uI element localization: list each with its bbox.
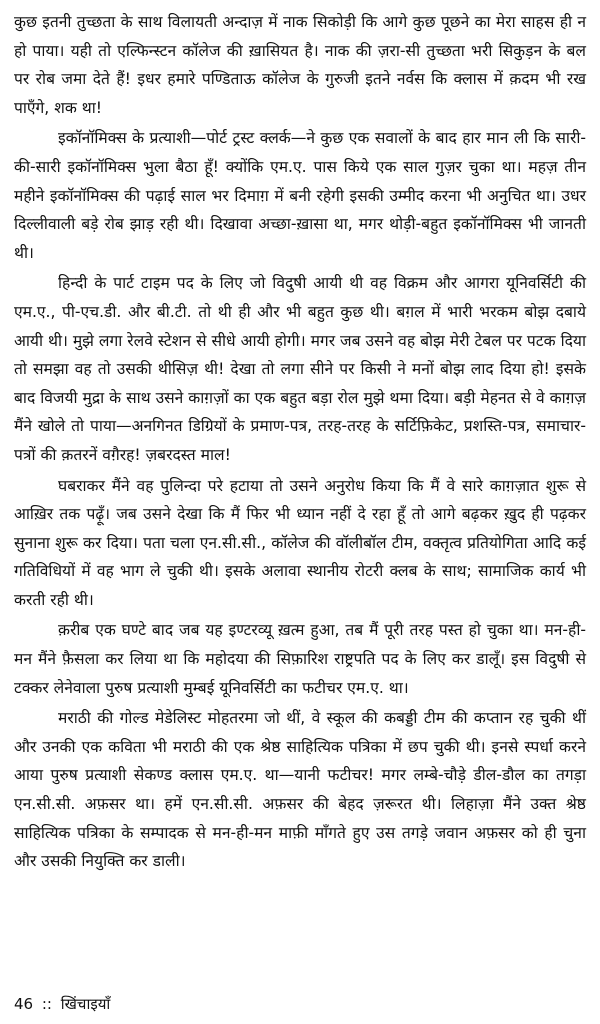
paragraph-marathi-candidate: मराठी की गोल्ड मेडेलिस्ट मोहतरमा जो थीं, वे स्कूल की कबड्डी टीम की कप्तान रह चुकी थीं और उनकी एक कविता भी मराठी की एक श्रेष्ठ साहित्यिक पत्रिका में छप चुकी थी। इनसे स्पर्धा करने आया पुरुष प्रत्याशी सेकण्ड क्लास एम.ए. था—यानी फटीचर! मगर लम्बे-चौड़े डील-डौल का तगड़ा एन.सी.सी. अफ़सर था। हमें एन.सी.सी. अफ़सर की बेहद ज़रूरत थी। लिहाज़ा मैंने उक्त श्रेष्ठ साहित्यिक पत्रिका के सम्पादक से मन-ही-मन माफ़ी माँगते हुए उस तगड़े जवान अफ़सर को ही चुना और उसकी नियुक्ति कर डाली। <box>14 709 586 871</box>
body-text <box>14 8 586 878</box>
paragraph-documents: घबराकर मैंने वह पुलिन्दा परे हटाया तो उसने अनुरोध किया कि मैं वे सारे काग़ज़ात शुरू से आख़िर तक पढ़ूँ। जब उसने देखा कि मैं फिर भी ध्यान नहीं दे रहा हूँ तो आगे बढ़कर ख़ुद ही पढ़कर सुनाना शुरू कर दिया। पता चला एन.सी.सी., कॉलेज की वॉलीबॉल टीम, वक्तृत्व प्रतियोगिता आदि कई गतिविधियों में वह भाग ले चुकी थी। इसके अलावा स्थानीय रोटरी क्लब के साथ; सामाजिक कार्य भी करती रही थी। <box>14 476 586 609</box>
paragraph-continued: कुछ इतनी तुच्छता के साथ विलायती अन्दाज़ में नाक सिकोड़ी कि आगे कुछ पूछने का मेरा साहस ही न हो पाया। यही तो एल्फिन्स्टन कॉलेज की ख़ासियत है। नाक की ज़रा-सी तुच्छता भरी सिकुड़न के बल पर रोब जमा देते हैं! इधर हमारे पण्डिताऊ कॉलेज के गुरुजी इतने नर्वस कि क्लास में क़दम भी रख पाएँगे, शक था! <box>14 13 586 117</box>
page-number: 46 <box>14 995 34 1013</box>
paragraph-economics-candidate: इकॉनॉमिक्स के प्रत्याशी—पोर्ट ट्रस्ट क्लर्क—ने कुछ एक सवालों के बाद हार मान ली कि सारी-की-सारी इकॉनॉमिक्स भुला बैठा हूँ! क्योंकि एम.ए. पास किये एक साल गुज़र चुका था। महज़ तीन महीने इकॉनॉमिक्स की पढ़ाई साल भर दिमाग़ में बनी रहेगी इसकी उम्मीद करना भी अनुचित था। उधर दिल्लीवाली बड़े रोब झाड़ रही थी। दिखावा अच्छा-ख़ासा था, मगर थोड़ी-बहुत इकॉनॉमिक्स भी जानती थी। <box>14 129 586 262</box>
book-title: खिंचाइयाँ <box>60 995 111 1013</box>
page-footer <box>14 994 110 1014</box>
paragraph-hindi-candidate: हिन्दी के पार्ट टाइम पद के लिए जो विदुषी आयी थी वह विक्रम और आगरा यूनिवर्सिटी की एम.ए., पी-एच.डी. और बी.टी. तो थी ही और भी बहुत कुछ थी। बग़ल में भारी भरकम बोझ दबाये आयी थी। मुझे लगा रेलवे स्टेशन से सीधे आयी होगी। मगर जब उसने वह बोझ मेरी टेबल पर पटक दिया तो समझा वह तो उसकी थीसिज़ थी! देखा तो लगा सीने पर किसी ने मनों बोझ लाद दिया हो! इसके बाद विजयी मुद्रा के साथ उसने काग़ज़ों का एक बहुत बड़ा रोल मुझे थमा दिया। बड़ी मेहनत से वे काग़ज़ मैंने खोले तो पाया—अनगिनत डिग्रियों के प्रमाण-पत्र, तरह-तरह के सर्टिफ़िकेट, प्रशस्ति-पत्र, समाचार-पत्रों की क़तरनें वग़ैरह! ज़बरदस्त माल! <box>14 274 586 464</box>
footer-separator: :: <box>41 995 52 1013</box>
paragraph-interview-end: क़रीब एक घण्टे बाद जब यह इण्टरव्यू ख़त्म हुआ, तब मैं पूरी तरह पस्त हो चुका था। मन-ही-मन मैंने फ़ैसला कर लिया था कि महोदया की सिफ़ारिश राष्ट्रपति पद के लिए कर डालूँ। इस विदुषी से टक्कर लेनेवाला पुरुष प्रत्याशी मुम्बई यूनिवर्सिटी का फटीचर एम.ए. था। <box>14 621 586 697</box>
